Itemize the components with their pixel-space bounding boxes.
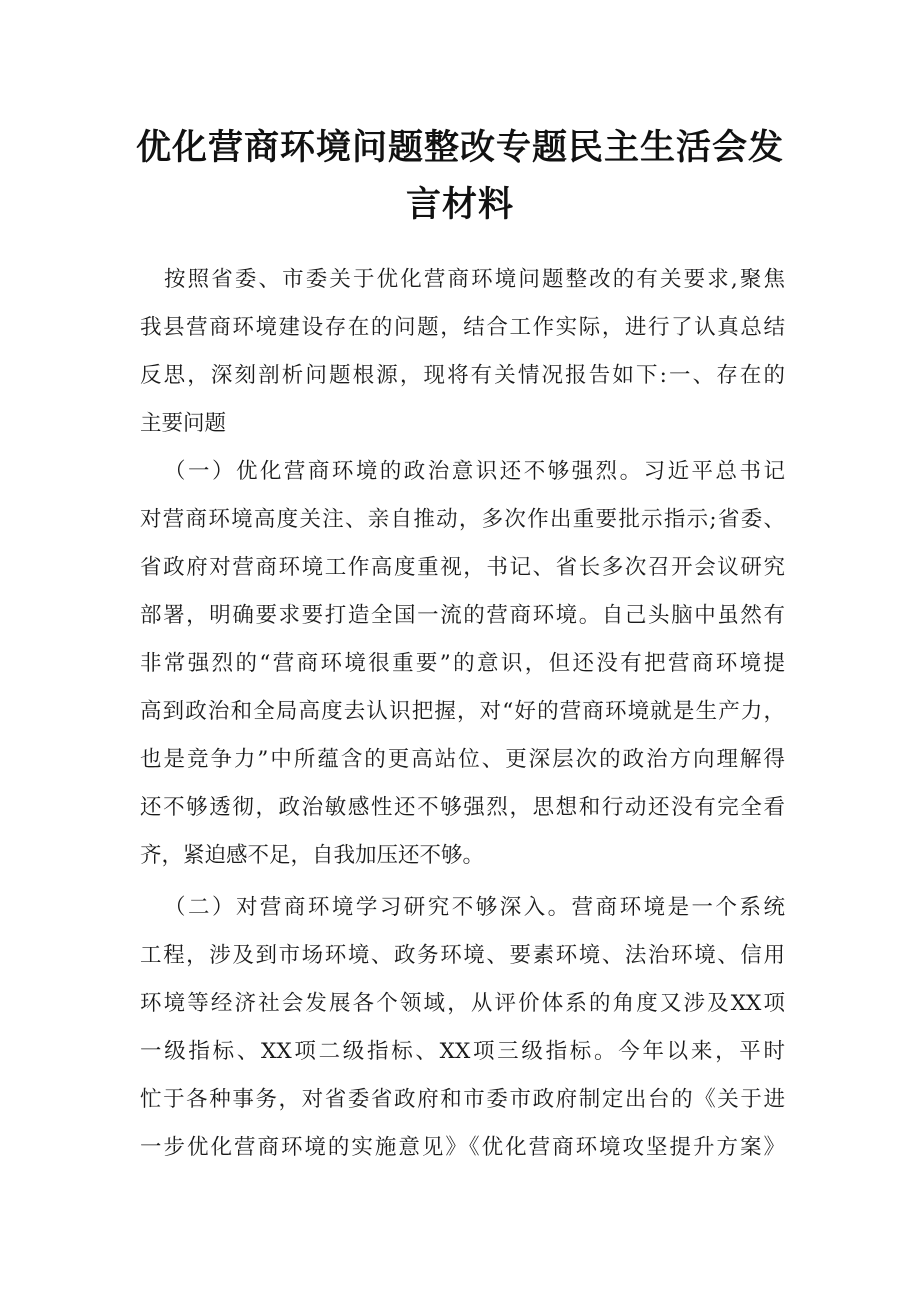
body-line: （二）对营商环境学习研究不够深入。营商环境是一个系统 xyxy=(164,895,785,920)
body-line: 还不够透彻，政治敏感性还不够强烈，思想和行动还没有完全看 xyxy=(140,795,785,820)
body-line: 一级指标、XX项二级指标、XX项三级指标。今年以来，平时 xyxy=(140,1039,785,1064)
body-line: （一）优化营商环境的政治意识还不够强烈。习近平总书记 xyxy=(164,459,785,484)
document-title-line-1: 优化营商环境问题整改专题民主生活会发 xyxy=(135,128,784,168)
body-line: 部署，明确要求要打造全国一流的营商环境。自己头脑中虽然有 xyxy=(140,603,785,628)
body-line: 非常强烈的“营商环境很重要”的意识，但还没有把营商环境提 xyxy=(140,651,785,676)
body-line: 也是竞争力”中所蕴含的更高站位、更深层次的政治方向理解得 xyxy=(140,747,785,772)
body-line: 环境等经济社会发展各个领域，从评价体系的角度又涉及XX项 xyxy=(140,991,785,1016)
body-line: 按照省委、市委关于优化营商环境问题整改的有关要求,聚焦 xyxy=(164,267,785,292)
body-line: 主要问题 xyxy=(140,411,227,436)
body-line: 工程，涉及到市场环境、政务环境、要素环境、法治环境、信用 xyxy=(140,943,785,968)
body-line: 我县营商环境建设存在的问题，结合工作实际，进行了认真总结 xyxy=(140,315,785,340)
body-line: 一步优化营商环境的实施意见》《优化营商环境攻坚提升方案》 xyxy=(140,1135,785,1160)
body-line: 齐，紧迫感不足，自我加压还不够。 xyxy=(140,843,485,868)
body-line: 忙于各种事务，对省委省政府和市委市政府制定出台的《关于进 xyxy=(140,1087,785,1112)
document-title-line-2: 言材料 xyxy=(405,185,514,225)
body-line: 高到政治和全局高度去认识把握，对“好的营商环境就是生产力， xyxy=(140,699,785,724)
body-line: 反思，深刻剖析问题根源，现将有关情况报告如下:一、存在的 xyxy=(140,363,785,388)
body-line: 对营商环境高度关注、亲自推动，多次作出重要批示指示;省委、 xyxy=(140,507,785,532)
body-line: 省政府对营商环境工作高度重视，书记、省长多次召开会议研究 xyxy=(140,555,785,580)
